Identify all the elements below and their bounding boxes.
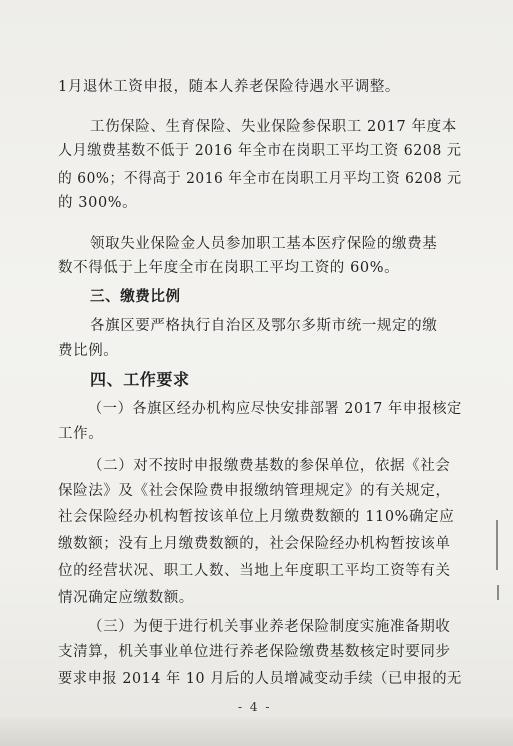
text-line: 工作。: [58, 426, 104, 442]
text-line: （三）为便于进行机关事业养老保险制度实施准备期收: [88, 619, 451, 635]
text-line: 缴数额；没有上月缴费数额的，社会保险经办机构暂按该单: [58, 536, 451, 552]
text-line: 的 300%。: [58, 195, 138, 211]
page-number: - 4 -: [238, 700, 272, 714]
text-line: 位的经营状况、职工人数、当地上年度职工平均工资等有关: [58, 563, 451, 579]
text-line: 领取失业保险金人员参加职工基本医疗保险的缴费基: [90, 236, 438, 252]
text-line: （一）各旗区经办机构应尽快安排部署 2017 年申报核定: [88, 401, 462, 417]
text-line: （二）对不按时申报缴费基数的参保单位，依据《社会: [88, 458, 451, 474]
margin-mark: [497, 585, 499, 600]
text-line: 各旗区要严格执行自治区及鄂尔多斯市统一规定的缴: [90, 318, 438, 334]
text-line: 费比例。: [58, 343, 119, 359]
margin-mark: [496, 520, 498, 570]
text-line: 1月退休工资申报，随本人养老保险待遇水平调整。: [58, 79, 401, 95]
text-line: 的 60%；不得高于 2016 年全市在岗职工月平均工资 6208 元: [58, 171, 462, 187]
text-line: 数不得低于上年度全市在岗职工平均工资的 60%。: [58, 260, 400, 276]
section-heading: 四、工作要求: [90, 370, 190, 389]
text-line: 支清算，机关事业单位进行养老保险缴费基数核定时要同步: [58, 644, 451, 660]
text-line: 人月缴费基数不低于 2016 年全市在岗职工平均工资 6208 元: [58, 143, 462, 159]
text-line: 要求申报 2014 年 10 月后的人员增减变动手续（已申报的无: [58, 671, 463, 687]
section-heading: 三、缴费比例: [90, 289, 181, 305]
text-line: 保险法》及《社会保险费申报缴纳管理规定》的有关规定，: [58, 483, 451, 499]
text-line: 情况确定应缴数额。: [58, 590, 194, 606]
page-fold-shadow: [0, 718, 513, 746]
text-line: 工伤保险、生育保险、失业保险参保职工 2017 年度本: [90, 119, 457, 135]
text-line: 社会保险经办机构暂按该单位上月缴费数额的 110%确定应: [58, 509, 455, 525]
